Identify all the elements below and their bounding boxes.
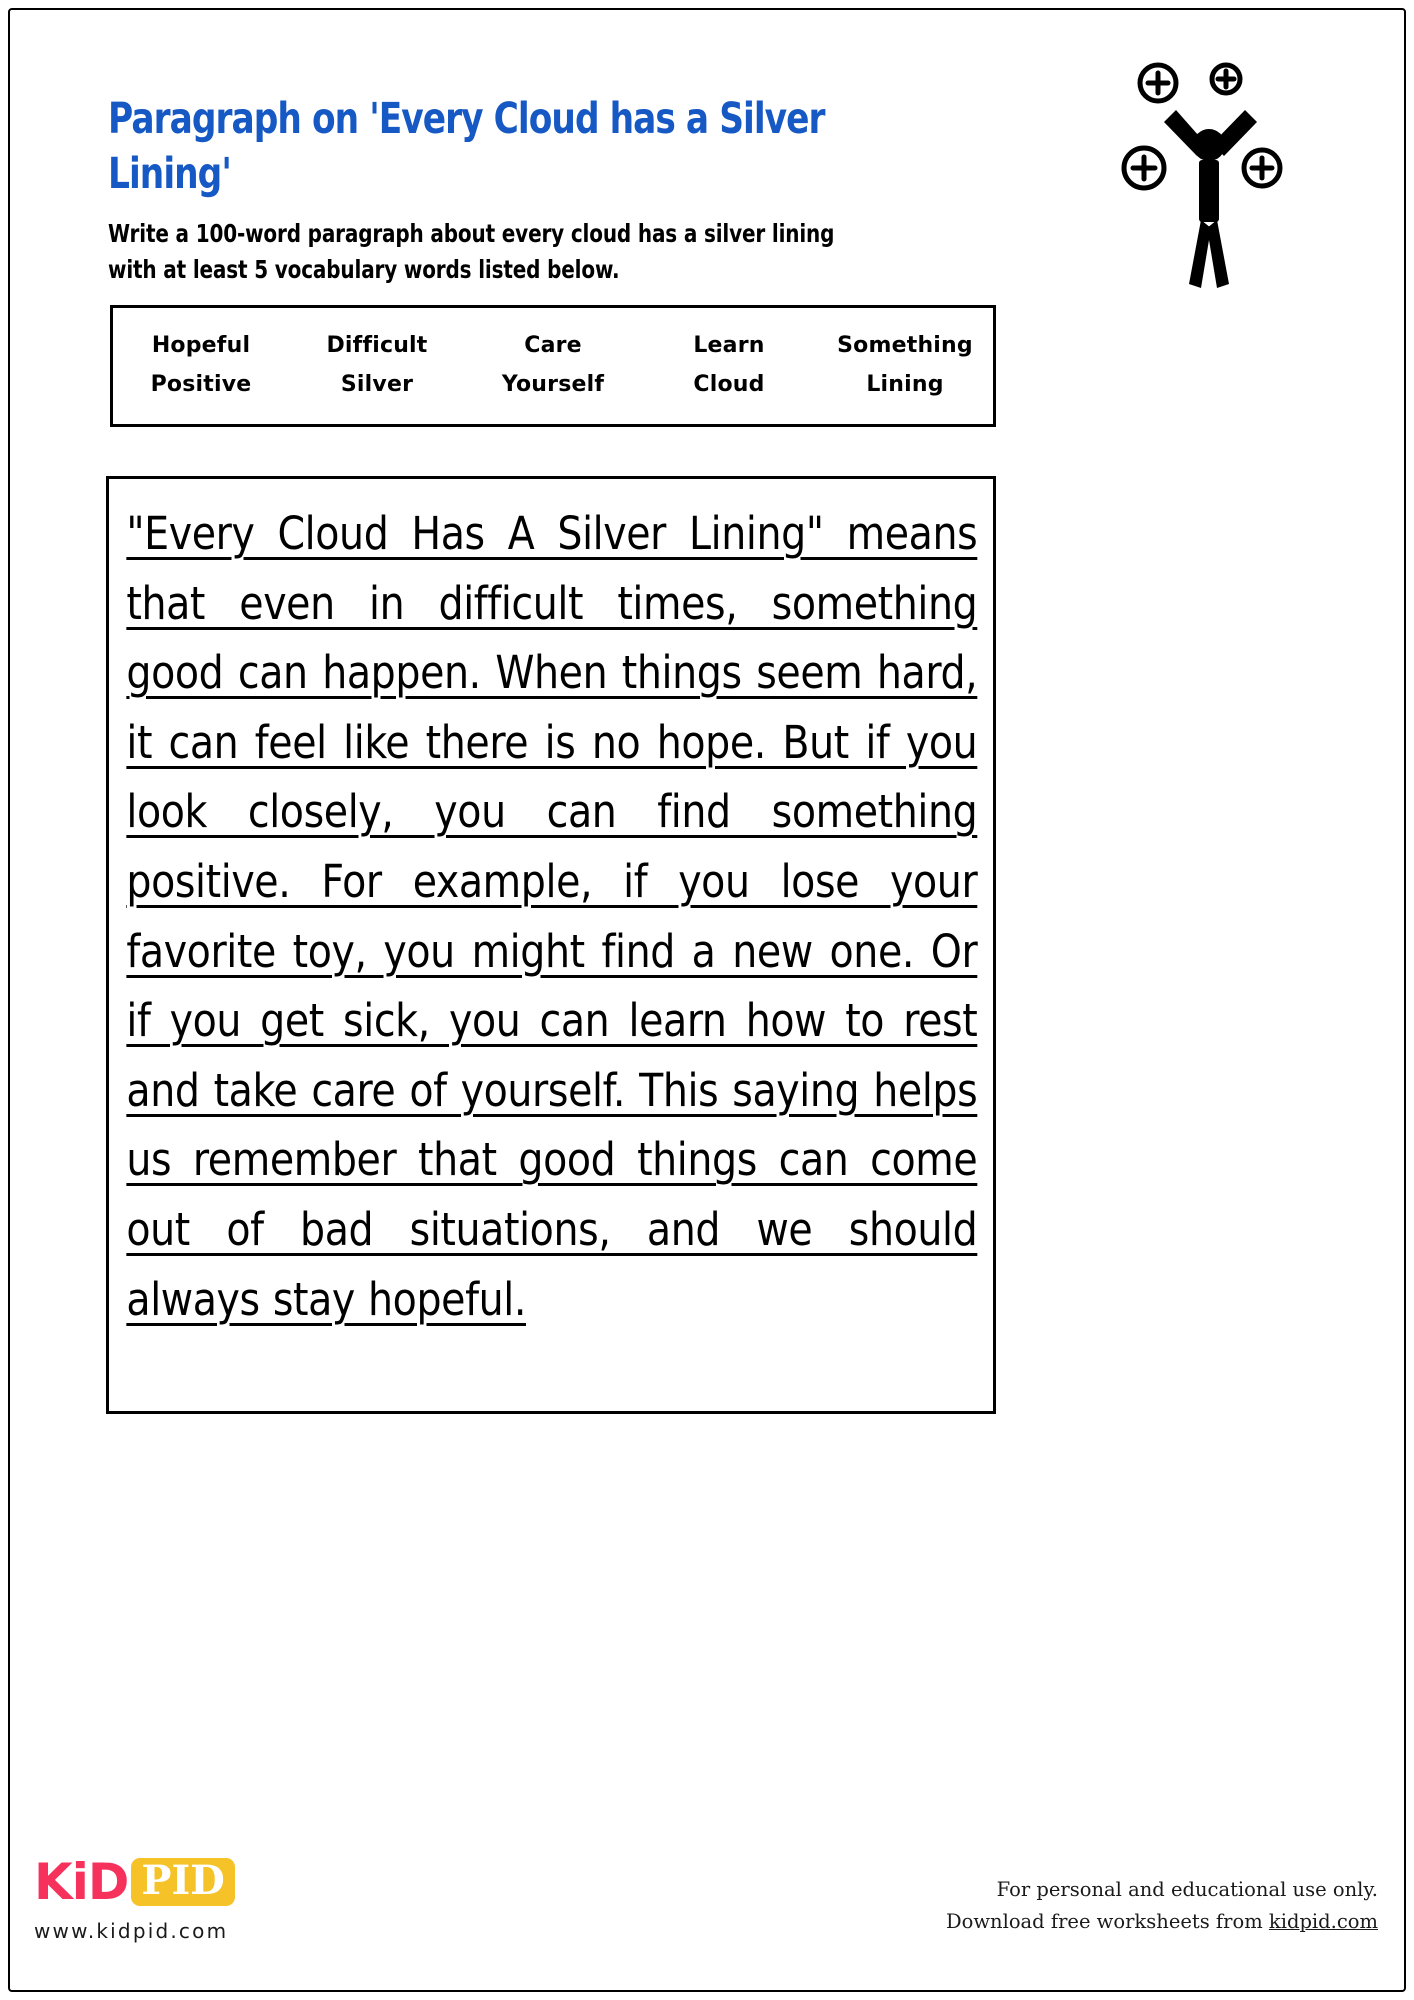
vocabulary-word: Learn xyxy=(693,333,765,358)
download-notice-line xyxy=(946,1906,1378,1938)
vocabulary-word: Care xyxy=(524,333,582,358)
vocabulary-row xyxy=(113,333,993,358)
vocabulary-word: Difficult xyxy=(326,333,428,358)
vocabulary-word: Yourself xyxy=(501,372,605,397)
vocabulary-word: Something xyxy=(837,333,973,358)
vocabulary-word: Cloud xyxy=(693,372,765,397)
page-footer xyxy=(0,1854,1414,1974)
logo-kid-text: KiD xyxy=(34,1853,129,1911)
answer-response-box[interactable] xyxy=(106,476,996,1414)
logo-pid-text: PID xyxy=(141,1857,225,1904)
worksheet-header xyxy=(108,92,1304,287)
instruction-text: Write a 100-word paragraph about every cloud has a silver lining with at least 5 vocabulary words listed below. xyxy=(108,219,835,284)
logo-mark xyxy=(34,1854,364,1910)
download-notice-prefix: Download free worksheets from xyxy=(945,1910,1269,1934)
vocabulary-word: Positive xyxy=(150,372,252,397)
vocabulary-word: Hopeful xyxy=(151,333,251,358)
brand-website-url: www.kidpid.com xyxy=(34,1919,229,1943)
footer-usage-notice xyxy=(946,1874,1378,1938)
answer-paragraph-text: "Every Cloud Has A Silver Lining" means that even in difficult times, something good can happen. When things seem hard, it can feel like there is no hope. But if you look closely, you can find something positive. For example, if you lose your favorite toy, you might find a new one. Or if you get sick, you can learn how to rest and take care of yourself. This saying helps us remember that good things can come out of bad situations, and we should always stay hopeful. xyxy=(126,507,978,1326)
usage-notice-line: For personal and educational use only. xyxy=(996,1878,1378,1901)
kidpid-link[interactable]: kidpid.com xyxy=(1268,1910,1378,1934)
vocabulary-word: Silver xyxy=(340,372,414,397)
vocabulary-grid xyxy=(113,308,993,424)
vocabulary-row xyxy=(113,372,993,397)
celebrating-person-icon xyxy=(1114,52,1304,292)
page-title: Paragraph on 'Every Cloud has a Silver Lining' xyxy=(108,94,825,200)
vocabulary-word: Lining xyxy=(866,372,944,397)
title-block xyxy=(108,92,868,287)
vocabulary-word-box xyxy=(110,305,996,427)
logo-pid-badge xyxy=(131,1858,234,1906)
kidpid-logo xyxy=(34,1854,364,1943)
